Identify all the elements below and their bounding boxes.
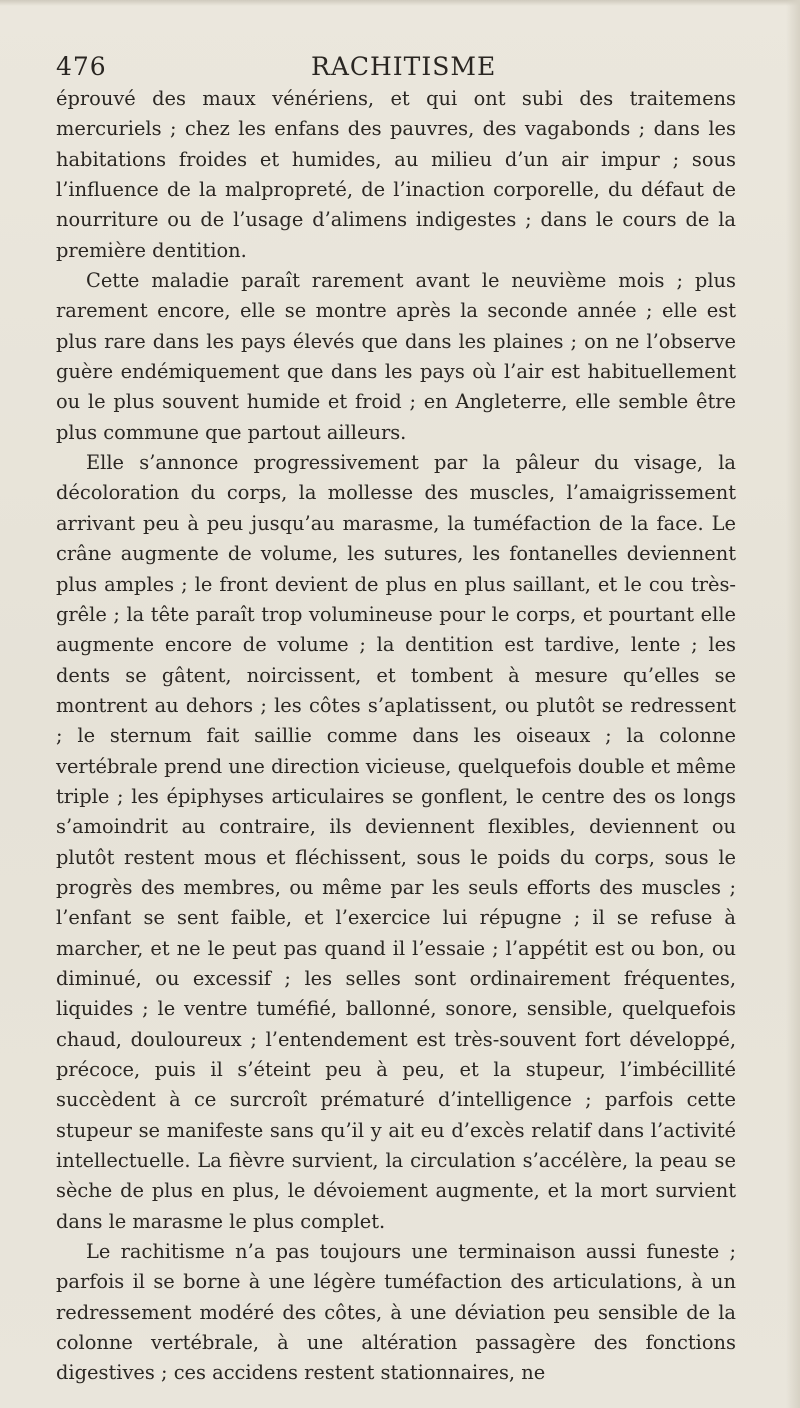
paragraph-4: Le rachitisme n’a pas toujours une terminaison aussi funeste ; parfois il se borne à une légère tuméfaction des articulations, à un redressement modéré des côtes, à une déviation peu sensible de la colonne vertébrale, à une altération passagère des fonctions digestives ; ces accidens restent stationnaires, ne — [56, 1240, 736, 1385]
page-top-shadow — [0, 0, 800, 6]
paragraph-2: Cette maladie paraît rarement avant le neuvième mois ; plus rarement encore, elle se montre après la seconde année ; elle est plus rare dans les pays élevés que dans les plaines ; on ne l’observe guère endémiquement que dans les pays où l’air est habituellement ou le plus souvent humide et froid ; en Angleterre, elle semble être plus commune que partout ailleurs. — [56, 269, 736, 444]
paragraph-1: éprouvé des maux vénériens, et qui ont subi des traitemens mercuriels ; chez les enfans des pauvres, des vagabonds ; dans les habitations froides et humides, au milieu d’un air impur ; sous l’influence de la malpropreté, de l’inaction corporelle, du défaut de nourriture ou de l’usage d’alimens indigestes ; dans le cours de la première dentition. — [56, 87, 736, 262]
running-title: RACHITISME — [311, 52, 497, 81]
page-number: 476 — [56, 52, 107, 81]
paragraph-3: Elle s’annonce progressivement par la pâleur du visage, la décoloration du corps, la mollesse des muscles, l’amaigrissement arrivant peu à peu jusqu’au marasme, la tuméfaction de la face. Le crâne augmente de volume, les sutures, les fontanelles deviennent plus amples ; le front devient de plus en plus saillant, et le cou très-grêle ; la tête paraît trop volumineuse pour le corps, et pourtant elle augmente encore de volume ; la dentition est tardive, lente ; les dents se gâtent, noircissent, et tombent à mesure qu’elles se montrent au dehors ; les côtes s’aplatissent, ou plutôt se redressent ; le sternum fait saillie comme dans les oiseaux ; la colonne vertébrale prend une direction vicieuse, quelquefois double et même triple ; les épiphyses articulaires se gonflent, le centre des os longs s’amoindrit au contraire, ils deviennent flexibles, deviennent ou plutôt restent mous et fléchissent, sous le poids du corps, sous le progrès des membres, ou même par les seuls efforts des muscles ; l’enfant se sent faible, et l’exercice lui répugne ; il se refuse à marcher, et ne le peut pas quand il l’essaie ; l’appétit est ou bon, ou diminué, ou excessif ; les selles sont ordinairement fréquentes, liquides ; le ventre tuméfié, ballonné, sonore, sensible, quelquefois chaud, douloureux ; l’entendement est très-souvent fort développé, précoce, puis il s’éteint peu à peu, et la stupeur, l’imbécillité succèdent à ce surcroît prématuré d’intelligence ; parfois cette stupeur se manifeste sans qu’il y ait eu d’excès relatif dans l’activité intellectuelle. La fièvre survient, la circulation s’accélère, la peau se sèche de plus en plus, le dévoiement augmente, et la mort survient dans le marasme le plus complet. — [56, 451, 736, 1233]
body-text — [56, 84, 736, 1389]
page-right-shadow — [786, 0, 800, 1408]
